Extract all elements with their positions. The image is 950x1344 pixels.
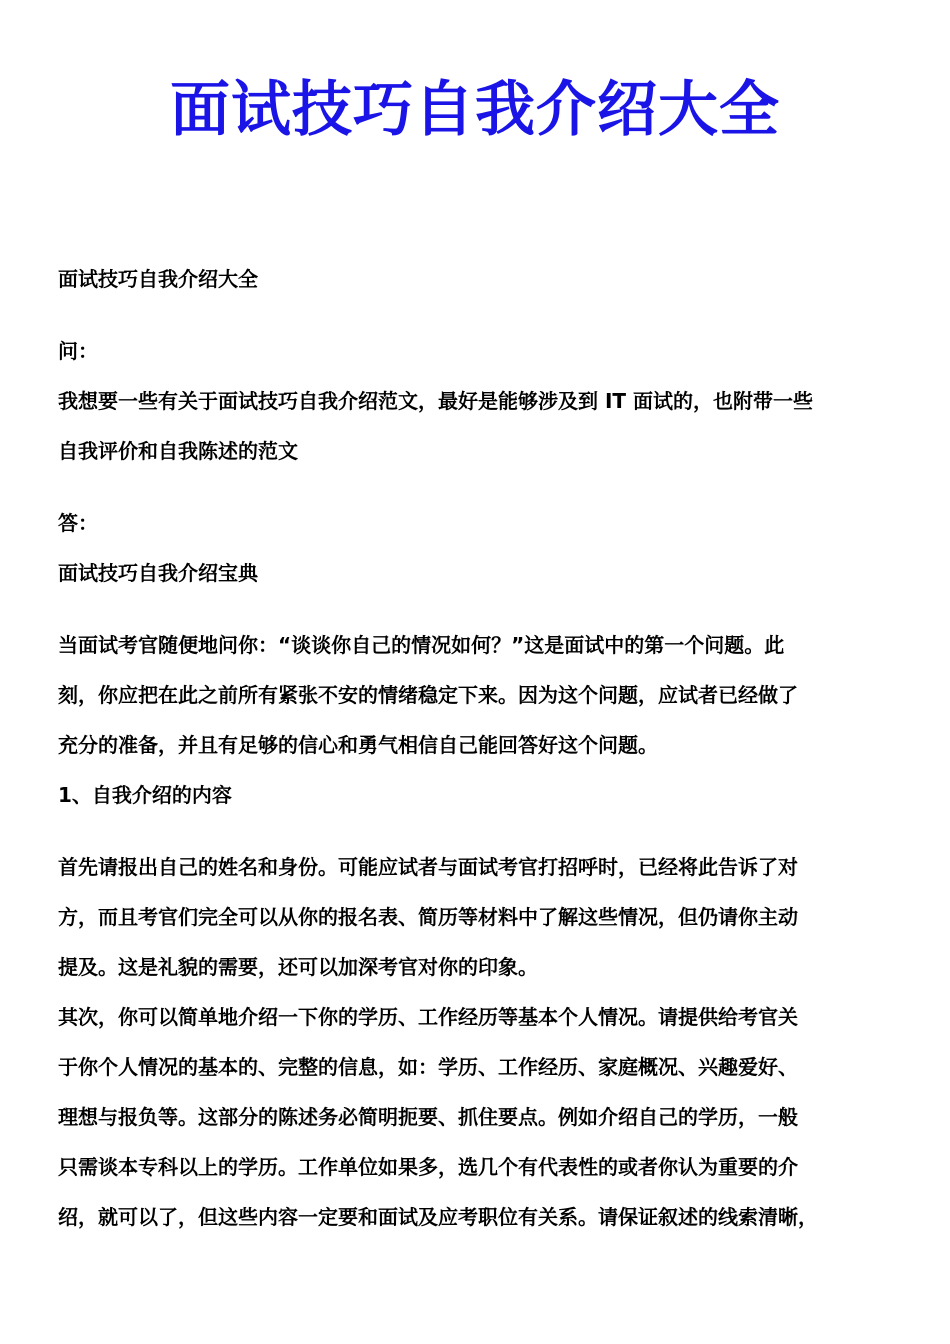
paragraph-line: 方，而且考官们完全可以从你的报名表、简历等材料中了解这些情况，但仍请你主动	[58, 905, 798, 929]
intro-line: 充分的准备，并且有足够的信心和勇气相信自己能回答好这个问题。	[58, 733, 658, 757]
paragraph-line: 只需谈本专科以上的学历。工作单位如果多，选几个有代表性的或者你认为重要的介	[58, 1155, 798, 1179]
question-line: 我想要一些有关于面试技巧自我介绍范文，最好是能够涉及到 IT 面试的，也附带一些	[58, 389, 814, 413]
page-title: 面试技巧自我介绍大全	[170, 75, 780, 145]
section-title: 1、自我介绍的内容	[58, 783, 232, 807]
paragraph-line: 提及。这是礼貌的需要，还可以加深考官对你的印象。	[58, 955, 538, 979]
paragraph-line: 于你个人情况的基本的、完整的信息，如：学历、工作经历、家庭概况、兴趣爱好、	[58, 1055, 798, 1079]
intro-line: 当面试考官随便地问你：“谈谈你自己的情况如何？”这是面试中的第一个问题。此	[58, 633, 785, 657]
paragraph-line: 绍，就可以了，但这些内容一定要和面试及应考职位有关系。请保证叙述的线索清晰，	[58, 1205, 818, 1229]
paragraph-line: 理想与报负等。这部分的陈述务必简明扼要、抓住要点。例如介绍自己的学历，一般	[58, 1105, 798, 1129]
question-label: 问：	[58, 339, 98, 363]
answer-label: 答：	[58, 511, 98, 535]
document-heading: 面试技巧自我介绍大全	[58, 267, 258, 291]
intro-line: 刻，你应把在此之前所有紧张不安的情绪稳定下来。因为这个问题，应试者已经做了	[58, 683, 798, 707]
document-body	[58, 254, 898, 1242]
paragraph-line: 其次，你可以简单地介绍一下你的学历、工作经历等基本个人情况。请提供给考官关	[58, 1005, 798, 1029]
paragraph-line: 首先请报出自己的姓名和身份。可能应试者与面试考官打招呼时，已经将此告诉了对	[58, 855, 798, 879]
question-line: 自我评价和自我陈述的范文	[58, 439, 298, 463]
answer-title: 面试技巧自我介绍宝典	[58, 561, 258, 585]
